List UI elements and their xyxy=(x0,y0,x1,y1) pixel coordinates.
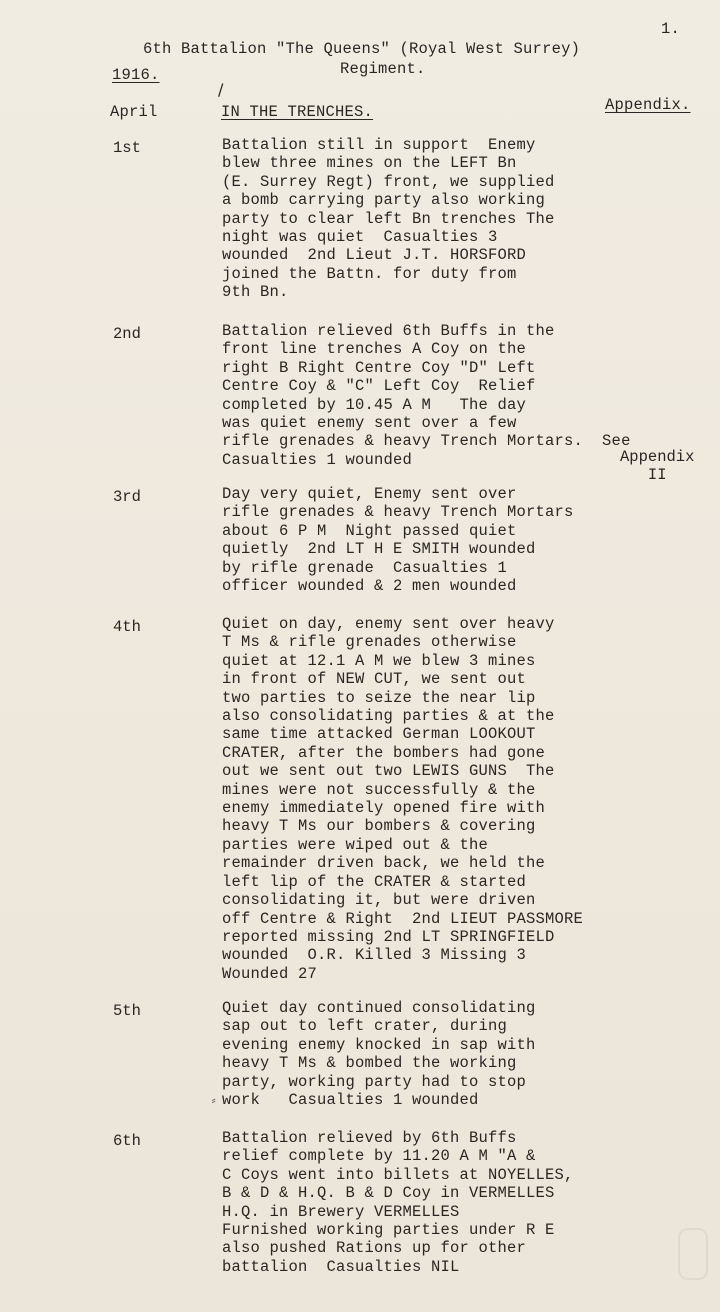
entry-line: party to clear left Bn trenches The xyxy=(222,209,555,228)
entry-line: about 6 P M Night passed quiet xyxy=(222,521,517,540)
entry-line: Battalion relieved 6th Buffs in the xyxy=(222,322,555,340)
entry-line: T Ms & rifle grenades otherwise xyxy=(222,633,517,652)
entry-line: mines were not successfully & the xyxy=(222,780,536,799)
entry-line: relief complete by 11.20 A M "A & xyxy=(222,1147,536,1166)
entry-line: C Coys went into billets at NOYELLES, xyxy=(222,1165,574,1184)
entry-line: rifle grenades & heavy Trench Mortars. See xyxy=(222,432,631,451)
appendix-reference: Appendix II xyxy=(620,448,695,484)
entry-line: evening enemy knocked in sap with xyxy=(222,1035,536,1054)
year: 1916. xyxy=(112,66,160,84)
section-heading: IN THE TRENCHES. xyxy=(221,103,374,121)
entry-line: out we sent out two LEWIS GUNS The xyxy=(222,762,555,781)
entry-line: Casualties 1 wounded xyxy=(222,450,413,469)
entry-line: Quiet on day, enemy sent over heavy xyxy=(222,615,555,633)
entry-line: sap out to left crater, during xyxy=(222,1017,508,1036)
entry-line: H.Q. in Brewery VERMELLES xyxy=(222,1202,460,1221)
entry-line: Day very quiet, Enemy sent over xyxy=(222,485,517,503)
entry-line: B & D & H.Q. B & D Coy in VERMELLES xyxy=(222,1184,555,1203)
entry-line: reported missing 2nd LT SPRINGFIELD xyxy=(222,927,555,946)
entry-line: officer wounded & 2 men wounded xyxy=(222,577,517,596)
entry-line: work Casualties 1 wounded xyxy=(222,1091,479,1110)
entry-day: 1st xyxy=(113,139,141,157)
entry-line: by rifle grenade Casualties 1 xyxy=(222,558,508,577)
entry-day: 6th xyxy=(113,1132,141,1150)
entry-line: rifle grenades & heavy Trench Mortars xyxy=(222,503,574,522)
entry-line: quiet at 12.1 A M we blew 3 mines xyxy=(222,651,536,670)
margin-mark-icon: ⸗ xyxy=(210,1094,218,1108)
entry-line: enemy immediately opened fire with xyxy=(222,799,546,818)
entry-line: blew three mines on the LEFT Bn xyxy=(222,154,517,173)
page-number: 1. xyxy=(661,20,681,38)
entry-day: 4th xyxy=(113,618,141,636)
entry-day: 3rd xyxy=(113,488,141,506)
entry-line: Battalion still in support Enemy xyxy=(222,136,536,154)
entry-line: 9th Bn. xyxy=(222,283,289,302)
entry-line: (E. Surrey Regt) front, we supplied xyxy=(222,172,555,191)
entry-text xyxy=(222,1129,702,1276)
entry-line: right B Right Centre Coy "D" Left xyxy=(222,358,536,377)
battalion-title: 6th Battalion "The Queens" (Royal West Surrey) xyxy=(143,40,581,58)
entry-line: consolidating it, but were driven xyxy=(222,891,536,910)
entry-line: also consolidating parties & at the xyxy=(222,707,555,726)
entry-line: Wounded 27 xyxy=(222,964,318,983)
entry-line: wounded 2nd Lieut J.T. HORSFORD xyxy=(222,246,527,265)
entry-line: completed by 10.45 A M The day xyxy=(222,395,527,414)
entry-line: left lip of the CRATER & started xyxy=(222,872,527,891)
entry-text xyxy=(222,485,702,595)
entry-line: off Centre & Right 2nd LIEUT PASSMORE xyxy=(222,909,584,928)
entry-line: joined the Battn. for duty from xyxy=(222,264,517,283)
entry-line: front line trenches A Coy on the xyxy=(222,340,527,359)
entry-line: Centre Coy & "C" Left Coy Relief xyxy=(222,377,536,396)
entry-line: a bomb carrying party also working xyxy=(222,191,546,210)
tick-mark-icon: / xyxy=(218,80,224,99)
entry-line: quietly 2nd LT H E SMITH wounded xyxy=(222,540,536,559)
battalion-title-line2: Regiment. xyxy=(340,60,426,78)
entry-line: remainder driven back, we held the xyxy=(222,854,546,873)
appendix-heading: Appendix. xyxy=(605,96,691,114)
entry-line: heavy T Ms our bombers & covering xyxy=(222,817,536,836)
entry-line: Quiet day continued consolidating xyxy=(222,999,536,1017)
entry-line: CRATER, after the bombers had gone xyxy=(222,743,546,762)
entry-line: parties were wiped out & the xyxy=(222,835,489,854)
archive-stamp-icon xyxy=(678,1228,708,1280)
entry-text xyxy=(222,999,702,1109)
entry-line: Furnished working parties under R E xyxy=(222,1221,555,1240)
entry-line: also pushed Rations up for other xyxy=(222,1239,527,1258)
entry-line: wounded O.R. Killed 3 Missing 3 xyxy=(222,946,527,965)
entry-line: night was quiet Casualties 3 xyxy=(222,228,498,247)
entry-line: Battalion relieved by 6th Buffs xyxy=(222,1129,517,1147)
entry-line: in front of NEW CUT, we sent out xyxy=(222,670,527,689)
entry-day: 5th xyxy=(113,1002,141,1020)
entry-line: same time attacked German LOOKOUT xyxy=(222,725,536,744)
entry-line: was quiet enemy sent over a few xyxy=(222,414,517,433)
entry-line: two parties to seize the near lip xyxy=(222,688,536,707)
month: April xyxy=(110,103,158,121)
entry-text xyxy=(222,136,702,302)
entry-line: heavy T Ms & bombed the working xyxy=(222,1054,517,1073)
entry-day: 2nd xyxy=(113,325,141,343)
entry-text xyxy=(222,615,702,983)
entry-line: party, working party had to stop xyxy=(222,1072,527,1091)
entry-line: battalion Casualties NIL xyxy=(222,1257,460,1276)
